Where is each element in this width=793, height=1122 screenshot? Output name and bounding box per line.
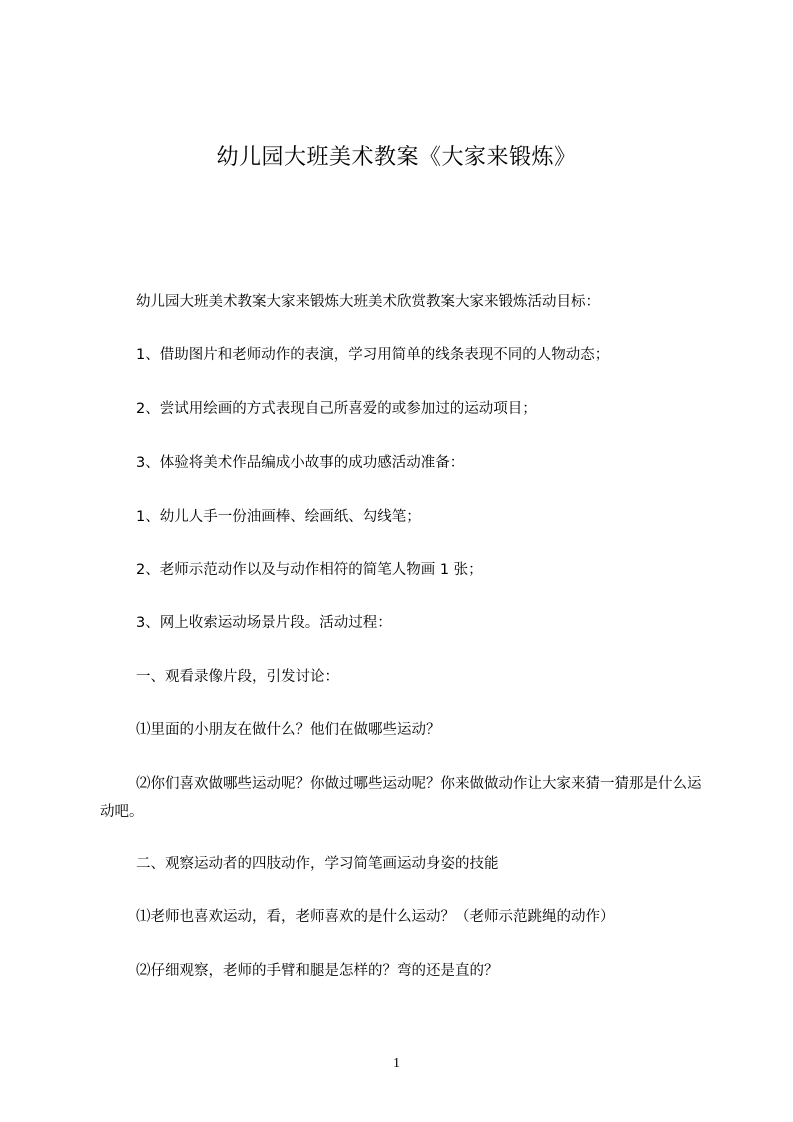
page-number: 1	[393, 1056, 400, 1071]
paragraph-step-1-q1: ⑴里面的小朋友在做什么？他们在做哪些运动？	[136, 722, 441, 738]
paragraph-step-2-q2: ⑵仔细观察，老师的手臂和腿是怎样的？弯的还是直的？	[136, 963, 499, 979]
paragraph-prep-3: 3、网上收索运动场景片段。活动过程：	[136, 615, 392, 631]
paragraph-prep-1: 1、幼儿人手一份油画棒、绘画纸、勾线笔；	[136, 509, 421, 525]
paragraph-intro: 幼儿园大班美术教案大家来锻炼大班美术欣赏教案大家来锻炼活动目标：	[136, 294, 600, 310]
paragraph-step-2-q1: ⑴老师也喜欢运动，看，老师喜欢的是什么运动？（老师示范跳绳的动作）	[136, 909, 615, 925]
paragraph-goal-2: 2、尝试用绘画的方式表现自己所喜爱的或参加过的运动项目；	[136, 401, 537, 417]
paragraph-step-1-q2: ⑵你们喜欢做哪些运动呢？你做过哪些运动呢？你来做做动作让大家来猜一猜那是什么运动吧。	[100, 776, 702, 820]
paragraph-goal-1: 1、借助图片和老师动作的表演，学习用简单的线条表现不同的人物动态；	[136, 347, 610, 363]
paragraph-goal-3: 3、体验将美术作品编成小故事的成功感活动准备：	[136, 455, 465, 471]
paragraph-step-1-heading: 一、观看录像片段，引发讨论：	[136, 669, 339, 685]
document-title: 幼儿园大班美术教案《大家来锻炼》	[216, 145, 577, 170]
paragraph-step-2-heading: 二、观察运动者的四肢动作，学习简笔画运动身姿的技能	[136, 856, 499, 872]
paragraph-prep-2: 2、老师示范动作以及与动作相符的简笔人物画 1 张；	[136, 562, 483, 578]
